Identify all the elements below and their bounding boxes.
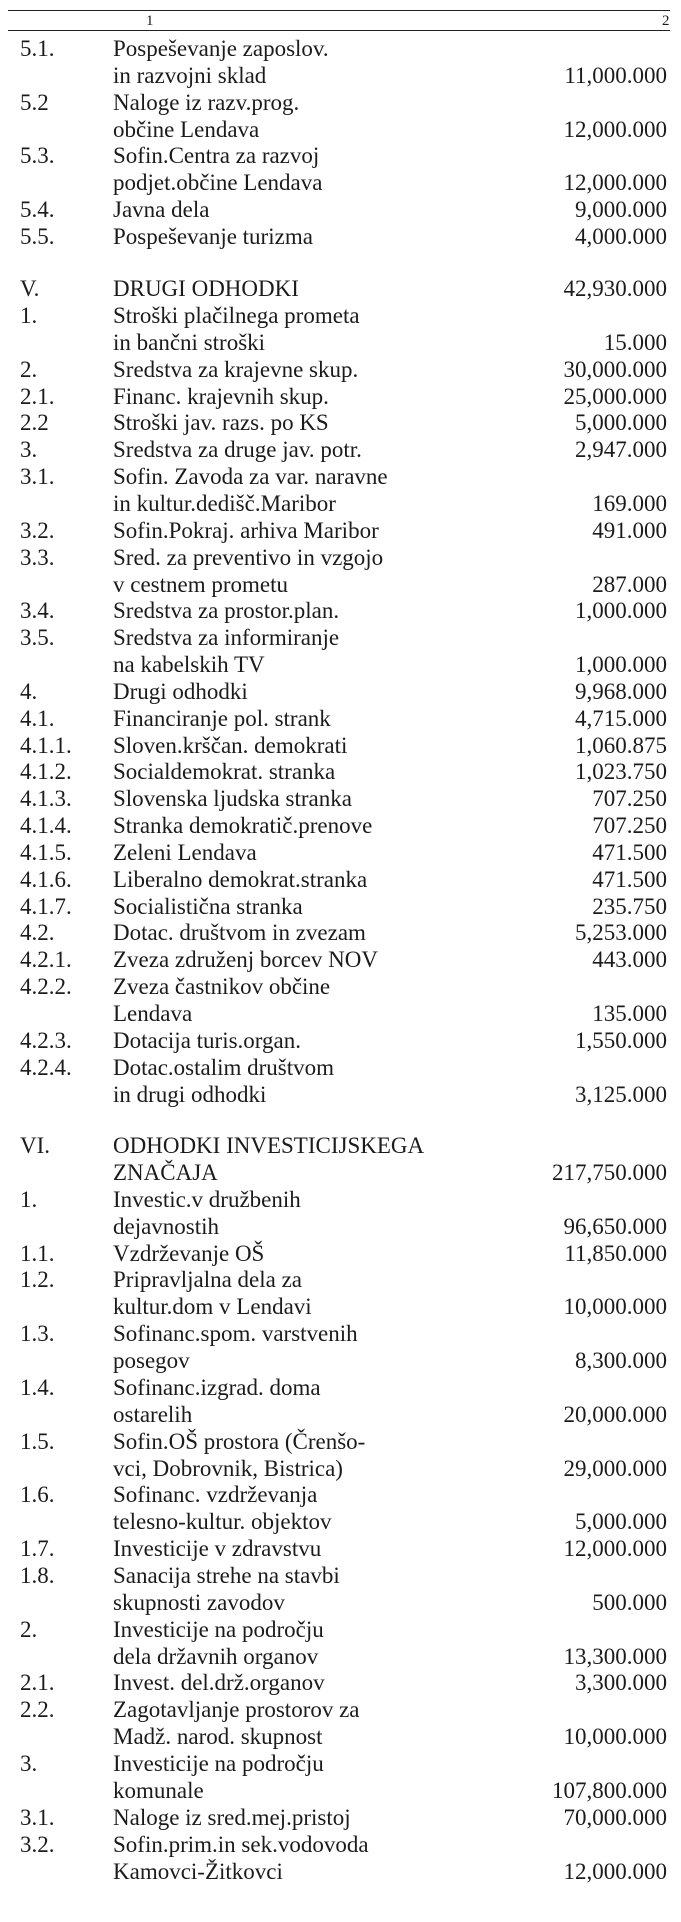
item-amount: 4,000.000 [575,224,667,249]
item-label: dejavnostih [113,1214,220,1239]
header-bottom-rule [8,30,670,31]
item-label: Sofin.prim.in sek.vodovoda [113,1832,369,1857]
item-label: Sofin. Zavoda za var. naravne [113,464,388,489]
item-label: Kamovci-Žitkovci [113,1859,283,1884]
item-amount: 2,947.000 [575,437,667,462]
item-label: telesno-kultur. objektov [113,1509,332,1534]
item-amount: 9,000.000 [575,197,667,222]
item-label: na kabelskih TV [113,652,265,677]
item-number: 4.2.3. [20,1028,72,1053]
column-number-1: 1 [146,13,154,29]
item-number: 4.1.4. [20,813,72,838]
item-label: Sofin.Pokraj. arhiva Maribor [113,518,379,543]
item-amount: 4,715.000 [575,706,667,731]
item-amount: 1,000.000 [575,652,667,677]
item-number: 4.1.5. [20,840,72,865]
item-amount: 29,000.000 [563,1456,667,1481]
item-label: kultur.dom v Lendavi [113,1294,312,1319]
item-number: 4.2.1. [20,947,72,972]
item-amount: 471.500 [592,867,667,892]
item-amount: 1,060.875 [575,733,667,758]
item-amount: 135.000 [592,1001,667,1026]
item-label: Financiranje pol. strank [113,706,331,731]
item-label: Stranka demokratič.prenove [113,813,373,838]
item-amount: 15.000 [603,330,667,355]
item-amount: 70,000.000 [563,1805,667,1830]
item-amount: 30,000.000 [563,357,667,382]
item-number: 4.2. [20,920,55,945]
column-number-2: 2 [662,13,670,29]
item-amount: 9,968.000 [575,679,667,704]
item-label: ODHODKI INVESTICIJSKEGA [113,1133,425,1158]
item-amount: 169.000 [592,491,667,516]
item-number: 4. [20,679,38,704]
item-amount: 12,000.000 [563,117,667,142]
item-number: 4.1.6. [20,867,72,892]
item-number: 1.2. [20,1267,55,1292]
item-number: 5.2 [20,90,49,115]
item-label: Liberalno demokrat.stranka [113,867,368,892]
item-label: skupnosti zavodov [113,1590,285,1615]
item-number: 5.4. [20,197,55,222]
item-number: 4.1. [20,706,55,731]
item-number: 3.2. [20,518,55,543]
item-label: Sofin.OŠ prostora (Črenšo- [113,1429,366,1454]
item-amount: 1,550.000 [575,1028,667,1053]
item-number: 3.5. [20,625,55,650]
item-label: Zeleni Lendava [113,840,257,865]
item-number: VI. [20,1133,51,1158]
item-label: in kultur.dedišč.Maribor [113,491,336,516]
item-label: Financ. krajevnih skup. [113,384,329,409]
item-label: Investicije na področju [113,1617,324,1642]
item-label: Sloven.krščan. demokrati [113,733,348,758]
item-label: Sredstva za informiranje [113,625,340,650]
item-label: Stroški jav. razs. po KS [113,410,329,435]
item-amount: 707.250 [592,813,667,838]
item-label: Sofin.Centra za razvoj [113,143,320,168]
item-label: Socialistična stranka [113,894,303,919]
item-amount: 1,023.750 [575,759,667,784]
item-number: 2. [20,1617,38,1642]
item-label: Investic.v družbenih [113,1187,301,1212]
item-number: 2.2. [20,1697,55,1722]
item-label: Naloge iz razv.prog. [113,90,300,115]
item-amount: 443.000 [592,947,667,972]
item-number: 1.3. [20,1321,55,1346]
item-label: komunale [113,1778,204,1803]
item-label: Socialdemokrat. stranka [113,759,336,784]
item-amount: 10,000.000 [563,1724,667,1749]
item-label: Drugi odhodki [113,679,248,704]
item-label: Sredstva za krajevne skup. [113,357,359,382]
item-number: 1.6. [20,1482,55,1507]
item-number: 2. [20,357,38,382]
item-amount: 500.000 [592,1590,667,1615]
item-number: 1.4. [20,1375,55,1400]
item-amount: 11,850.000 [564,1241,667,1266]
item-label: Sofinanc. vzdrževanja [113,1482,318,1507]
item-number: 1.1. [20,1241,55,1266]
item-amount: 20,000.000 [563,1402,667,1427]
item-label: Sofinanc.spom. varstvenih [113,1321,358,1346]
item-amount: 217,750.000 [552,1160,667,1185]
item-amount: 235.750 [592,894,667,919]
item-number: 1.5. [20,1429,55,1454]
item-label: DRUGI ODHODKI [113,276,299,301]
item-number: 4.1.7. [20,894,72,919]
item-number: 5.3. [20,143,55,168]
item-number: 1.7. [20,1536,55,1561]
item-label: Sredstva za prostor.plan. [113,598,340,623]
item-label: Invest. del.drž.organov [113,1670,325,1695]
item-label: Sredstva za druge jav. potr. [113,437,362,462]
item-number: 2.1. [20,1670,55,1695]
item-amount: 13,300.000 [563,1644,667,1669]
item-amount: 707.250 [592,786,667,811]
item-amount: 12,000.000 [563,1859,667,1884]
item-label: vci, Dobrovnik, Bistrica) [113,1456,343,1481]
item-number: 4.1.1. [20,733,72,758]
item-amount: 42,930.000 [563,276,667,301]
item-number: 3. [20,1751,38,1776]
item-label: Javna dela [113,197,210,222]
item-label: v cestnem prometu [113,572,289,597]
item-amount: 287.000 [592,572,667,597]
item-label: Vzdrževanje OŠ [113,1241,265,1266]
item-number: 2.2 [20,410,49,435]
item-number: 5.5. [20,224,55,249]
item-label: Sred. za preventivo in vzgojo [113,545,384,570]
item-label: Zagotavljanje prostorov za [113,1697,360,1722]
item-label: Madž. narod. skupnost [113,1724,323,1749]
header-top-rule [8,10,670,11]
item-label: Stroški plačilnega prometa [113,303,360,328]
item-amount: 25,000.000 [563,384,667,409]
item-amount: 3,125.000 [575,1082,667,1107]
item-amount: 5,000.000 [575,410,667,435]
item-amount: 3,300.000 [575,1670,667,1695]
item-label: Naloge iz sred.mej.pristoj [113,1805,351,1830]
item-amount: 11,000.000 [564,63,667,88]
item-amount: 5,000.000 [575,1509,667,1534]
item-number: 4.1.2. [20,759,72,784]
item-amount: 8,300.000 [575,1348,667,1373]
item-amount: 471.500 [592,840,667,865]
item-number: 5.1. [20,36,55,61]
item-label: Pospeševanje turizma [113,224,313,249]
item-label: Sanacija strehe na stavbi [113,1563,340,1588]
item-label: Slovenska ljudska stranka [113,786,352,811]
item-amount: 12,000.000 [563,170,667,195]
item-label: Investicije v zdravstvu [113,1536,322,1561]
item-amount: 10,000.000 [563,1294,667,1319]
item-amount: 5,253.000 [575,920,667,945]
item-number: 3.1. [20,464,55,489]
item-label: in razvojni sklad [113,63,267,88]
item-label: dela državnih organov [113,1644,319,1669]
item-number: 3.4. [20,598,55,623]
item-label: Dotac. društvom in zvezam [113,920,366,945]
item-number: 4.2.2. [20,974,72,999]
item-amount: 1,000.000 [575,598,667,623]
item-label: ostarelih [113,1402,193,1427]
item-label: Lendava [113,1001,193,1026]
item-label: Investicije na področju [113,1751,324,1776]
item-amount: 96,650.000 [563,1214,667,1239]
item-label: občine Lendava [113,117,260,142]
item-label: podjet.občine Lendava [113,170,323,195]
item-amount: 491.000 [592,518,667,543]
item-number: 2.1. [20,384,55,409]
item-number: 1. [20,1187,38,1212]
item-number: 3.1. [20,1805,55,1830]
item-number: 3. [20,437,38,462]
item-label: Zveza združenj borcev NOV [113,947,379,972]
item-label: Dotacija turis.organ. [113,1028,301,1053]
item-label: ZNAČAJA [113,1160,218,1185]
item-number: 4.2.4. [20,1055,72,1080]
item-amount: 107,800.000 [552,1778,667,1803]
item-label: Sofinanc.izgrad. doma [113,1375,321,1400]
item-number: 3.3. [20,545,55,570]
item-label: in bančni stroški [113,330,266,355]
item-number: 1.8. [20,1563,55,1588]
item-label: posegov [113,1348,190,1373]
item-label: Pripravljalna dela za [113,1267,303,1292]
item-number: 1. [20,303,38,328]
item-label: Zveza častnikov občine [113,974,331,999]
item-amount: 12,000.000 [563,1536,667,1561]
item-number: V. [20,276,40,301]
item-number: 3.2. [20,1832,55,1857]
item-label: Dotac.ostalim društvom [113,1055,335,1080]
item-label: in drugi odhodki [113,1082,267,1107]
item-number: 4.1.3. [20,786,72,811]
item-label: Pospeševanje zaposlov. [113,36,329,61]
